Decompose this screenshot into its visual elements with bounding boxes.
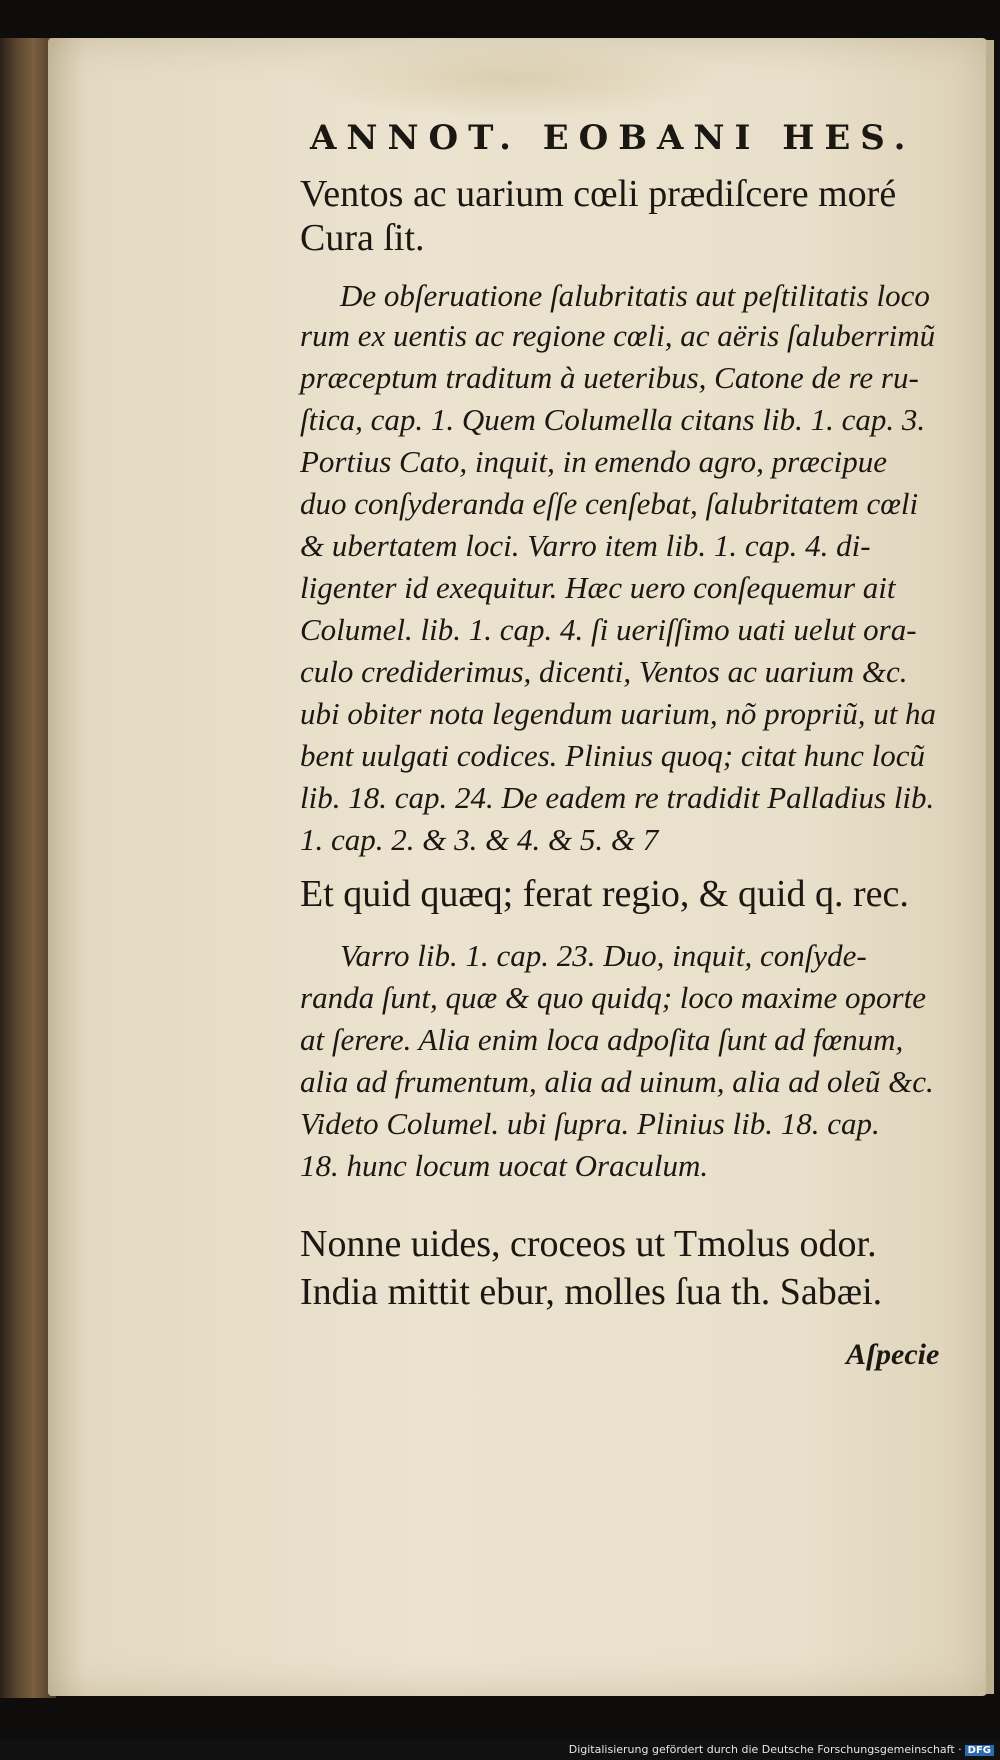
verse-line: Cura ſit. (300, 217, 425, 259)
commentary-line: Videto Columel. ubi ſupra. Plinius lib. 18. cap. (300, 1106, 880, 1141)
paper-stain (300, 38, 720, 118)
verse-line: Nonne uides, croceos ut Tmolus odor. (300, 1223, 877, 1265)
commentary-line: Columel. lib. 1. cap. 4. ſi ueriſſimo uati uelut ora- (300, 612, 917, 647)
commentary-line: Varro lib. 1. cap. 23. Duo, inquit, conſyde- (340, 938, 867, 973)
commentary-line: randa ſunt, quæ & quo quidq; loco maxime oporte (300, 980, 926, 1015)
page-edge (986, 40, 994, 1694)
digitization-credit (569, 1743, 994, 1756)
running-header: ANNOT. EOBANI HES. (310, 118, 916, 158)
commentary-line: De obſeruatione ſalubritatis aut peſtilitatis loco (340, 278, 930, 313)
catchword: Aſpecie (846, 1338, 940, 1371)
verse-line: Et quid quæq; ferat regio, & quid q. rec. (300, 873, 909, 915)
commentary-line: & ubertatem loci. Varro item lib. 1. cap. 4. di- (300, 528, 871, 563)
credit-text: Digitalisierung gefördert durch die Deutsche Forschungsgemeinschaft · (568, 1743, 962, 1756)
verse-line: Ventos ac uarium cœli prædiſcere moré (300, 173, 897, 215)
commentary-line: præceptum traditum à ueteribus, Catone de re ru- (300, 360, 919, 395)
dfg-logo: DFG (965, 1745, 994, 1756)
commentary-line: at ſerere. Alia enim loca adpoſita ſunt ad fœnum, (300, 1022, 904, 1057)
commentary-line: culo crediderimus, dicenti, Ventos ac uarium &c. (300, 654, 908, 689)
commentary-line: ubi obiter nota legendum uarium, nõ propriũ, ut ha (300, 696, 937, 731)
commentary-line: lib. 18. cap. 24. De eadem re tradidit Palladius lib. (300, 780, 935, 815)
commentary-line: duo conſyderanda eſſe cenſebat, ſalubritatem cœli (300, 486, 919, 521)
commentary-line: Portius Cato, inquit, in emendo agro, præcipue (300, 444, 887, 479)
commentary-line: ligenter id exequitur. Hæc uero conſequemur ait (300, 570, 896, 605)
commentary-line: rum ex uentis ac regione cœli, ac aëris ſaluberrimũ (300, 318, 936, 353)
commentary-line: bent uulgati codices. Plinius quoq; citat hunc locũ (300, 738, 926, 773)
commentary-line: 1. cap. 2. & 3. & 4. & 5. & 7 (300, 822, 659, 857)
verse-line: India mittit ebur, molles ſua th. Sabæi. (300, 1271, 883, 1313)
commentary-line: ſtica, cap. 1. Quem Columella citans lib. 1. cap. 3. (300, 402, 926, 437)
commentary-line: alia ad frumentum, alia ad uinum, alia ad oleũ &c. (300, 1064, 934, 1099)
commentary-line: 18. hunc locum uocat Oraculum. (300, 1148, 709, 1183)
